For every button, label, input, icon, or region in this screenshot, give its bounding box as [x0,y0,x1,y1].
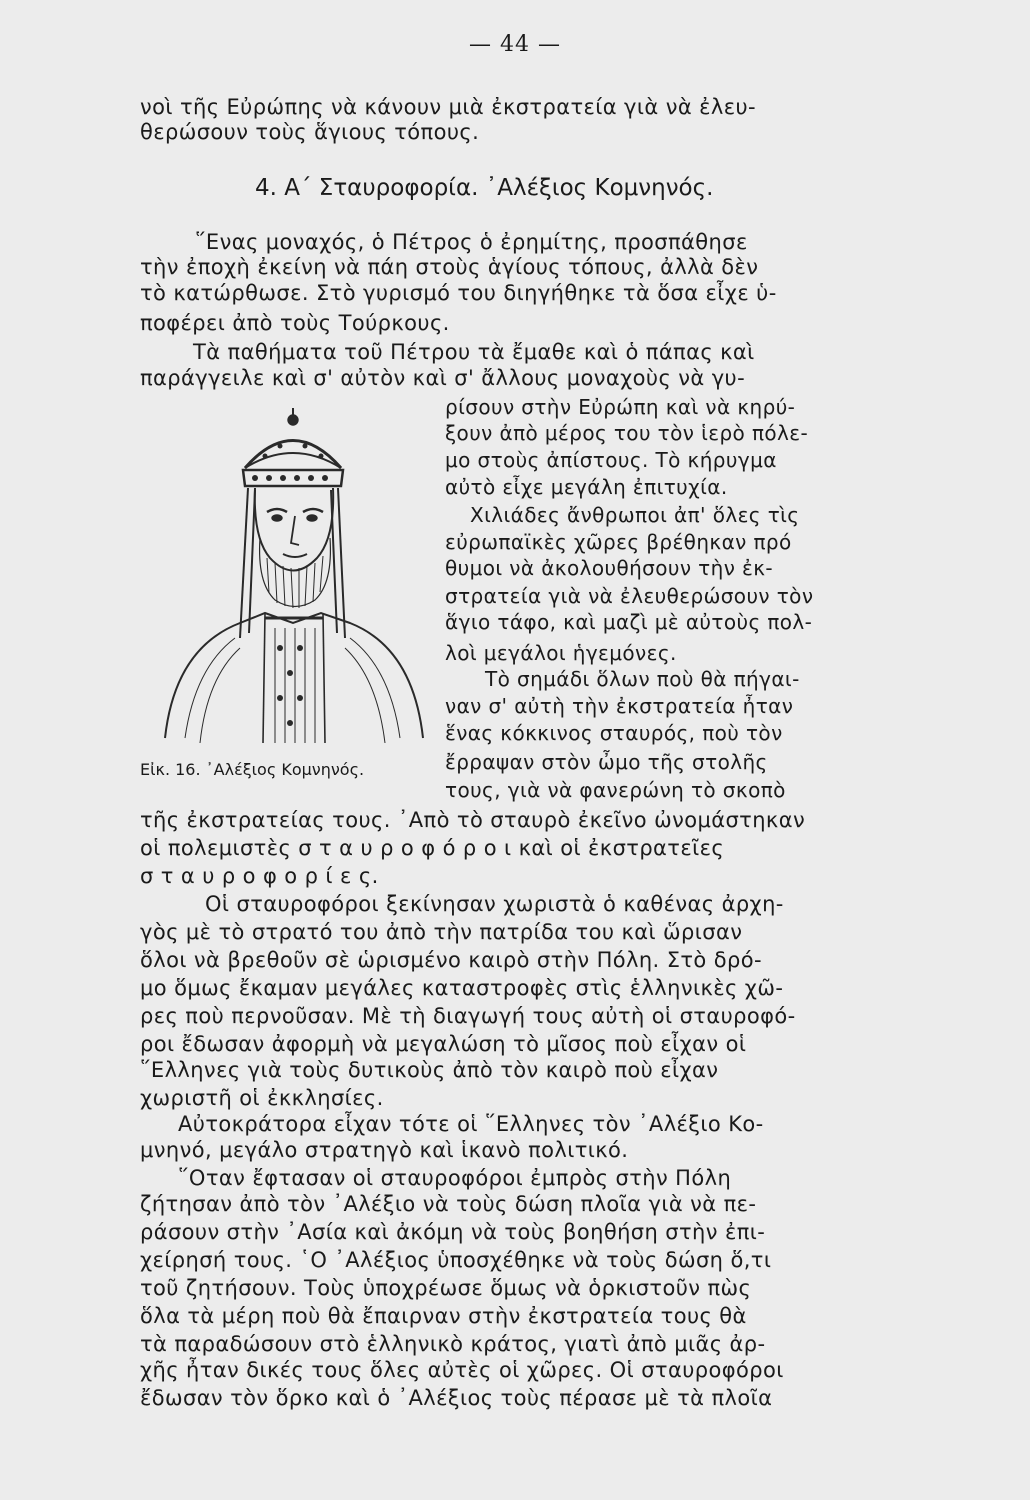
page-number: — 44 — [469,32,561,57]
text-line: ἔδωσαν τὸν ὅρκο καὶ ὁ ᾿Αλέξιος τοὺς πέρασε μὲ τὰ πλοῖα [140,1386,773,1410]
text-line: παράγγειλε καὶ σ' αὐτὸν καὶ σ' ἄλλους μοναχοὺς νὰ γυ- [140,366,746,390]
text-line: τοῦ ζητήσουν. Τοὺς ὑποχρέωσε ὅμως νὰ ὁρκιστοῦν πὼς [140,1276,752,1300]
text-line: ροι ἔδωσαν ἀφορμὴ νὰ μεγαλώση τὸ μῖσος ποὺ εἶχαν οἱ [140,1032,747,1056]
text-line: ὅλα τὰ μέρη ποὺ θὰ ἔπαιρναν στὴν ἐκστρατεία τους θὰ [140,1304,747,1328]
text-line: μο ὅμως ἔκαμαν μεγάλες καταστροφὲς στὶς ἑλληνικὲς χῶ- [140,976,784,1000]
alexios-komnenos-portrait [145,408,440,748]
text-line: τὰ παραδώσουν στὸ ἑλληνικὸ κράτος, γιατὶ ἀπὸ μιᾶς ἀρ- [140,1332,766,1356]
text-line: τὴν ἐποχὴ ἐκείνη νὰ πάη στοὺς ἁγίους τόπους, ἀλλὰ δὲν [140,255,759,279]
text-line: στρατεία γιὰ νὰ ἐλευθερώσουν τὸν [445,584,814,608]
text-line: χωριστῆ οἱ ἐκκλησίες. [140,1086,384,1110]
figure-caption: Εἰκ. 16. ᾿Αλέξιος Κομνηνός. [140,760,365,779]
text-line: Οἱ σταυροφόροι ξεκίνησαν χωριστὰ ὁ καθένας ἀρχη- [205,892,784,916]
text-line: Αὐτοκράτορα εἶχαν τότε οἱ ῞Ελληνες τὸν ᾿Αλέξιο Κο- [178,1112,764,1136]
text-line: ναν σ' αὐτὴ τὴν ἐκστρατεία ἦταν [445,694,794,718]
text-line: ξουν ἀπὸ μέρος του τὸν ἱερὸ πόλε- [445,421,809,445]
text-line: ποφέρει ἀπὸ τοὺς Τούρκους. [140,311,450,335]
text-line: χῆς ἦταν δικές τους ὅλες αὐτὲς οἱ χῶρες. Οἱ σταυροφόροι [140,1358,784,1382]
text-line: ῞Ελληνες γιὰ τοὺς δυτικοὺς ἀπὸ τὸν καιρὸ ποὺ εἶχαν [140,1058,719,1082]
text-line: Τὸ σημάδι ὅλων ποὺ θὰ πήγαι- [485,667,800,691]
text-line: σ τ α υ ρ ο φ ο ρ ί ε ς. [140,864,379,888]
text-line: Τὰ παθήματα τοῦ Πέτρου τὰ ἔμαθε καὶ ὁ πάπας καὶ [193,340,755,364]
text-line: ὅλοι νὰ βρεθοῦν σὲ ὡρισμένο καιρὸ στὴν Πόλη. Στὸ δρό- [140,948,762,972]
text-line: λοὶ μεγάλοι ἡγεμόνες. [445,641,677,665]
text-line: νοὶ τῆς Εὐρώπης νὰ κάνουν μιὰ ἐκστρατεία γιὰ νὰ ἐλευ- [140,95,757,119]
text-line: ράσουν στὴν ᾿Ασία καὶ ἀκόμη νὰ τοὺς βοηθήση στὴν ἐπι- [140,1220,766,1244]
text-line: θερώσουν τοὺς ἅγιους τόπους. [140,120,480,144]
text-line: ῞Οταν ἔφτασαν οἱ σταυροφόροι ἐμπρὸς στὴν Πόλη [178,1166,732,1190]
text-line: αὐτὸ εἶχε μεγάλη ἐπιτυχία. [445,475,728,499]
text-line: μνηνό, μεγάλο στρατηγὸ καὶ ἱκανὸ πολιτικό. [140,1138,629,1162]
text-line: τους, γιὰ νὰ φανερώνη τὸ σκοπὸ [445,778,786,802]
text-line: τὸ κατώρθωσε. Στὸ γυρισμό του διηγήθηκε τὰ ὅσα εἶχε ὑ- [140,281,777,305]
text-line: οἱ πολεμιστὲς σ τ α υ ρ ο φ ό ρ ο ι καὶ οἱ ἐκστρατεῖες [140,836,725,860]
text-line: εὐρωπαϊκὲς χῶρες βρέθηκαν πρό [445,530,792,554]
text-line: τῆς ἐκστρατείας τους. ᾿Απὸ τὸ σταυρὸ ἐκεῖνο ὠνομάστηκαν [140,808,806,832]
text-line: χείρησή τους. ῾Ο ᾿Αλέξιος ὑποσχέθηκε νὰ τοὺς δώση ὅ,τι [140,1248,772,1272]
text-line: ἔρραψαν στὸν ὦμο τῆς στολῆς [445,750,768,774]
text-line: Χιλιάδες ἄνθρωποι ἀπ' ὅλες τὶς [470,503,800,527]
section-heading: 4. Α΄ Σταυροφορία. ᾿Αλέξιος Κομνηνός. [255,175,714,201]
text-line: ζήτησαν ἀπὸ τὸν ᾿Αλέξιο νὰ τοὺς δώση πλοῖα γιὰ νὰ πε- [140,1192,757,1216]
text-line: ρίσουν στὴν Εὐρώπη καὶ νὰ κηρύ- [445,395,796,419]
text-line: μο στοὺς ἀπίστους. Τὸ κήρυγμα [445,448,777,472]
text-line: ρες ποὺ περνοῦσαν. Μὲ τὴ διαγωγή τους αὐτὴ οἱ σταυροφό- [140,1004,796,1028]
text-line: γὸς μὲ τὸ στρατό του ἀπὸ τὴν πατρίδα του καὶ ὥρισαν [140,920,743,944]
text-line: ῞Ενας μοναχός, ὁ Πέτρος ὁ ἐρημίτης, προσπάθησε [195,230,748,254]
text-line: θυμοι νὰ ἀκολουθήσουν τὴν ἐκ- [445,556,774,580]
text-line: ἅγιο τάφο, καὶ μαζὶ μὲ αὐτοὺς πολ- [445,610,813,634]
text-line: ἕνας κόκκινος σταυρός, ποὺ τὸν [445,721,783,745]
